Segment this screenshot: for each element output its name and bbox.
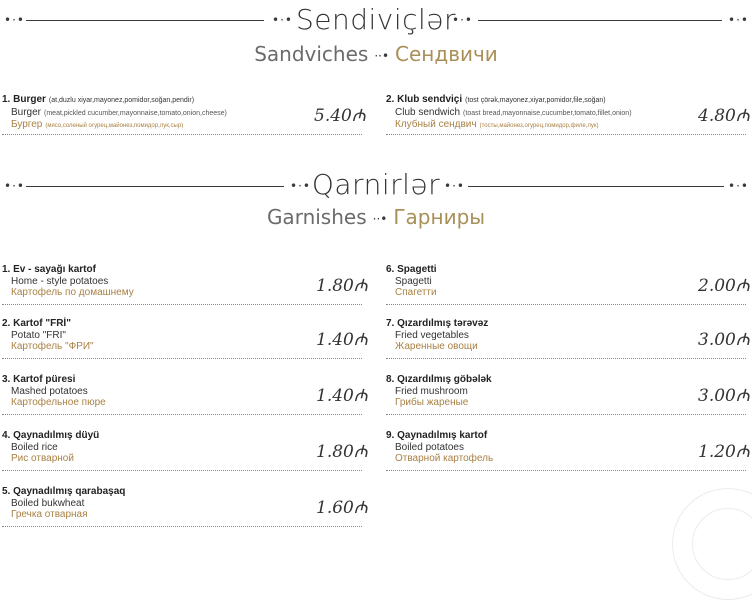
- menu-item-garnish-3: [2, 374, 368, 416]
- item-name-ru: Бургер: [11, 119, 43, 130]
- divider-dots: •·•: [290, 179, 311, 193]
- dotted-underline: [386, 470, 746, 471]
- item-name-en: Fried vegetables: [395, 330, 469, 341]
- divider-rule-right: [478, 20, 722, 21]
- menu-item-burger: [2, 94, 366, 136]
- divider-dots-right: •·•: [728, 179, 749, 193]
- item-price: 1.20₼: [698, 442, 750, 462]
- menu-item-garnish-5: [2, 486, 368, 528]
- item-name-en: Boiled bukwheat: [11, 498, 85, 509]
- section-title-garnishes-az: Qarnirlər: [311, 168, 441, 201]
- item-name-ru: Гречка отварная: [11, 509, 88, 520]
- item-name-en: Potato "FRI": [11, 330, 66, 341]
- title-en: Sandviches: [254, 42, 369, 66]
- item-name-ru: Картофельное пюре: [11, 397, 106, 408]
- item-desc-en: (meat,pickled cucumber,mayonnaise,tomato,onion,cheese): [44, 110, 227, 117]
- menu-item-garnish-8: [386, 374, 750, 416]
- item-name-az: 6. Spagetti: [386, 264, 437, 275]
- item-name-az: 2. Kartof "FRİ": [2, 318, 71, 329]
- item-price: 3.00₼: [698, 386, 750, 406]
- section-title-sandwiches-az: Sendiviçlər: [295, 3, 457, 36]
- dotted-underline: [386, 414, 746, 415]
- item-price: 5.40₼: [314, 106, 366, 126]
- item-name-ru: Рис отварной: [11, 453, 74, 464]
- dotted-underline: [2, 358, 362, 359]
- item-name-az: 1. Ev - sayağı kartof: [2, 264, 96, 275]
- divider-dots: •·•: [444, 179, 465, 193]
- divider-dots: •·•: [452, 13, 473, 27]
- item-name-ru: Спагетти: [395, 287, 437, 298]
- item-price: 4.80₼: [698, 106, 750, 126]
- divider-dots-left: •·•: [4, 13, 25, 27]
- item-name-az: 4. Qaynadılmış düyü: [2, 430, 100, 441]
- item-price: 1.40₼: [316, 386, 368, 406]
- menu-item-garnish-9: [386, 430, 750, 472]
- item-name-az: 9. Qaynadılmış kartof: [386, 430, 488, 441]
- dotted-underline: [2, 470, 362, 471]
- item-name-az: 3. Kartof püresi: [2, 374, 76, 385]
- item-price: 1.40₼: [316, 330, 368, 350]
- title-ru: Гарниры: [393, 205, 486, 229]
- item-price: 2.00₼: [698, 276, 750, 296]
- item-name-en: Boiled potatoes: [395, 442, 464, 453]
- menu-item-garnish-7: [386, 318, 750, 360]
- item-name-en: Fried mushroom: [395, 386, 468, 397]
- item-name-en: Mashed potatoes: [11, 386, 88, 397]
- item-desc-ru: (мясо,соленый огурец,майонез,помидор,лук,сыр): [45, 123, 184, 129]
- item-name-en: Home - style potatoes: [11, 276, 109, 287]
- dotted-underline: [386, 304, 746, 305]
- menu-item-garnish-4: [2, 430, 368, 472]
- item-name-az: 7. Qızardılmış tərəvəz: [386, 318, 489, 329]
- item-desc-az: (tost çörək,mayonez,xiyar,pomidor,file,soğan): [465, 97, 606, 104]
- divider-dots-left: •·•: [4, 179, 25, 193]
- item-name-en: Club sendwich: [395, 107, 461, 118]
- title-en: Garnishes: [266, 205, 367, 229]
- item-name-az: 5. Qaynadılmış qarabaşaq: [2, 486, 126, 497]
- item-price: 1.80₼: [316, 276, 368, 296]
- item-name-ru: Клубный сендвич: [395, 119, 477, 130]
- dotted-underline: [386, 358, 746, 359]
- item-price: 3.00₼: [698, 330, 750, 350]
- dotted-underline: [2, 526, 362, 527]
- title-ru: Сендвичи: [395, 42, 498, 66]
- item-name-ru: Картофель "ФРИ": [11, 341, 94, 352]
- section-subtitle-sandwiches: [0, 42, 752, 66]
- menu-item-garnish-6: [386, 264, 750, 306]
- menu-item-garnish-2: [2, 318, 368, 360]
- item-desc-ru: (тосты,майонез,огурец,помидор,филе,лук): [479, 123, 599, 129]
- item-name-ru: Жаренные овощи: [395, 341, 478, 352]
- divider-dots-right: •·•: [728, 13, 749, 27]
- item-name-en: Spagetti: [395, 276, 432, 287]
- divider-dots: •·•: [272, 13, 293, 27]
- item-name-en: Burger: [11, 107, 42, 118]
- menu-item-garnish-1: [2, 264, 368, 306]
- item-name-az: 8. Qızardılmış göbələk: [386, 374, 492, 385]
- title-separator: ··•: [374, 48, 390, 63]
- item-name-ru: Грибы жареные: [395, 397, 469, 408]
- divider-rule-right: [468, 186, 724, 187]
- dotted-underline: [2, 134, 362, 135]
- section-subtitle-garnishes: [0, 205, 752, 229]
- menu-item-club-sandwich: [386, 94, 750, 136]
- dotted-underline: [2, 414, 362, 415]
- item-name-az: 1. Burger: [2, 94, 46, 105]
- title-separator: ··•: [372, 211, 388, 226]
- dotted-underline: [386, 134, 746, 135]
- item-desc-az: (at,duzlu xiyar,mayonez,pomidor,soğan,pendir): [48, 97, 195, 104]
- item-price: 1.60₼: [316, 498, 368, 518]
- item-name-en: Boiled rice: [11, 442, 58, 453]
- item-name-ru: Отварной картофель: [395, 453, 494, 464]
- item-desc-en: (toast bread,mayonnaise,cucumber,tomato,fillet,onion): [463, 110, 632, 117]
- dotted-underline: [2, 304, 362, 305]
- item-price: 1.80₼: [316, 442, 368, 462]
- item-name-az: 2. Klub sendviçi: [386, 94, 463, 105]
- item-name-ru: Картофель по домашнему: [11, 287, 134, 298]
